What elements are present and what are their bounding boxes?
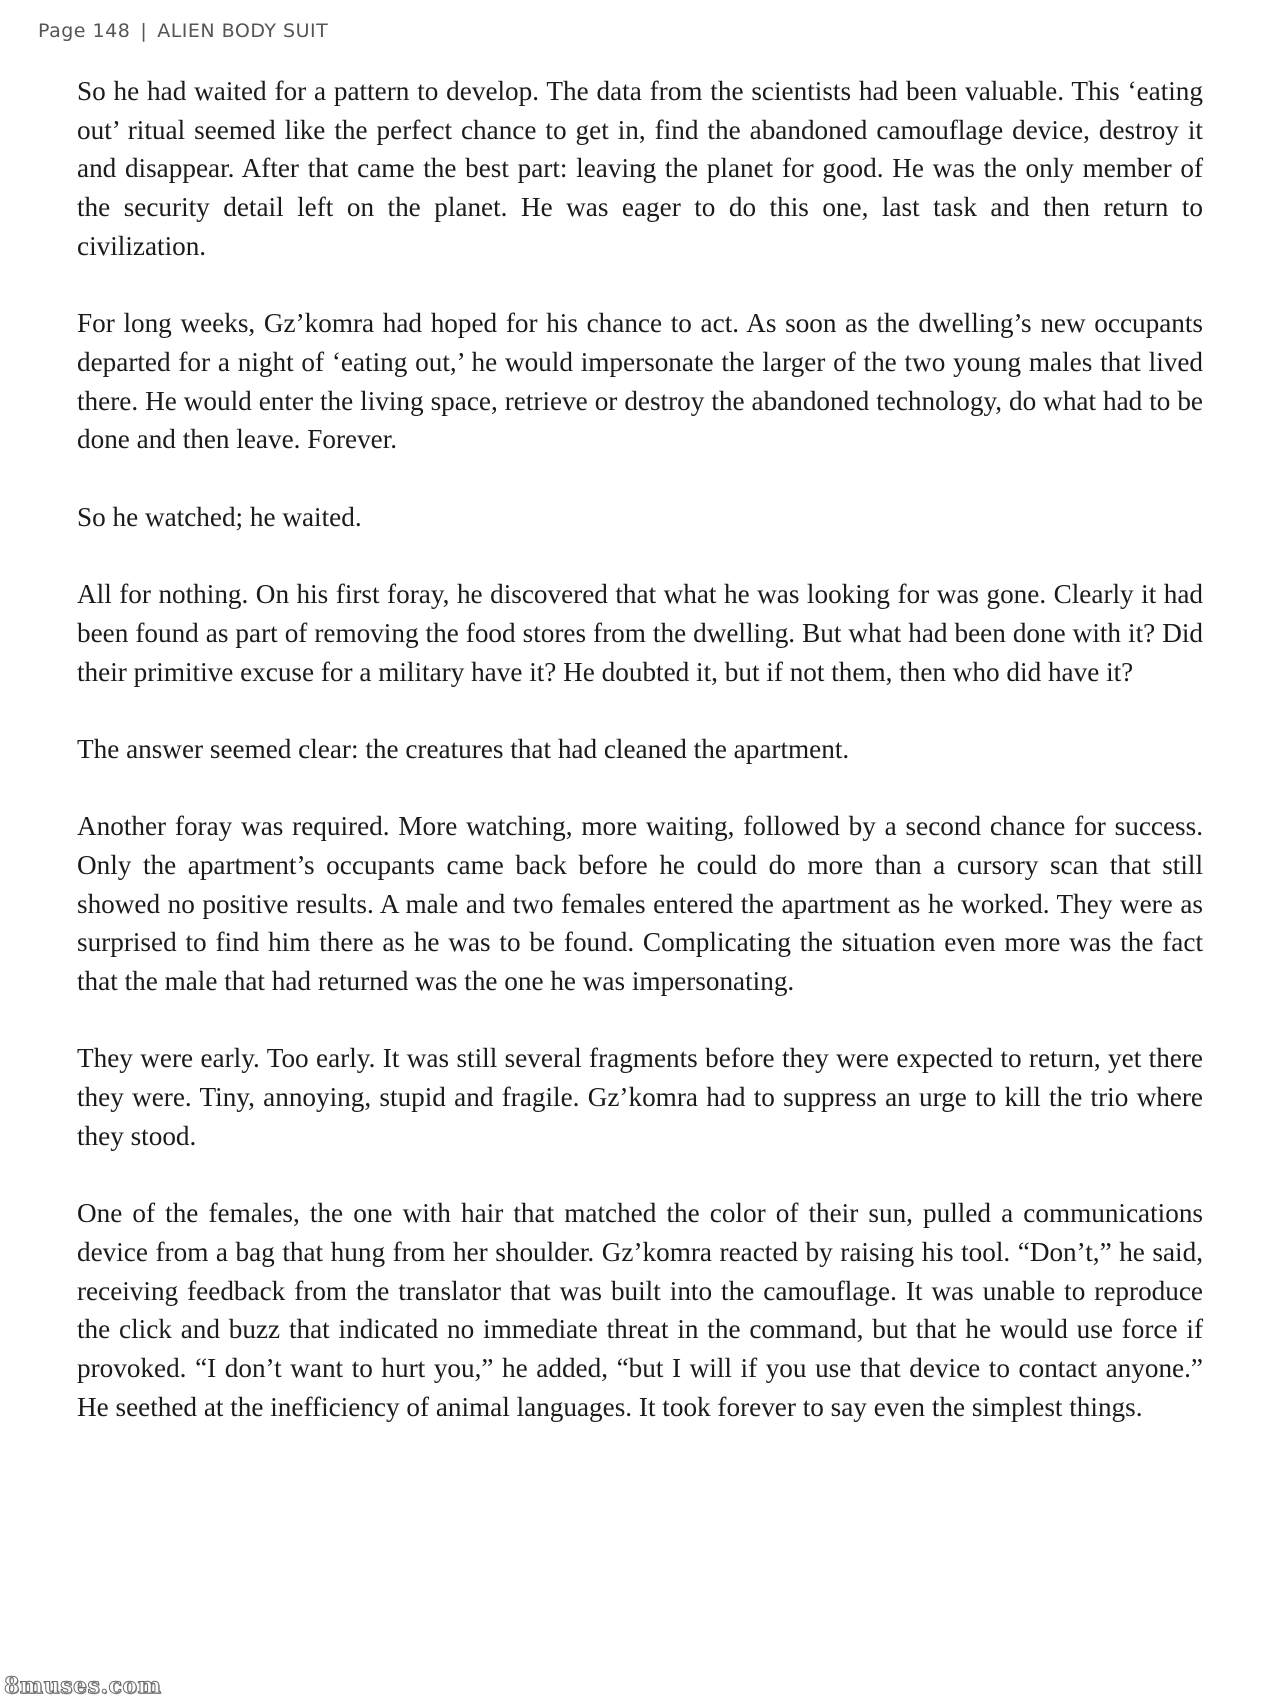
paragraph: All for nothing. On his first foray, he discovered that what he was looking for was gone. Clearly it had been found as part of removing the food stores from the dwelling. But what had been done with it? Did their primitive excuse for a military have it? He doubted it, but if not them, then who did have it? — [77, 579, 1203, 687]
paragraph: So he watched; he waited. — [77, 501, 362, 532]
paragraph: They were early. Too early. It was still several fragments before they were expected to return, yet there they were. Tiny, annoying, stupid and fragile. Gz’komra had to suppress an urge to kill the trio where they stood. — [77, 1043, 1203, 1151]
header-separator: | — [140, 20, 148, 42]
paragraph: One of the females, the one with hair that matched the color of their sun, pulled a communications device from a bag that hung from her shoulder. Gz’komra reacted by raising his tool. “Don’t,” he said, receiving feedback from the translator that was built into the camouflage. It was unable to reproduce the click and buzz that indicated no immediate threat in the command, but that he would use force if provoked. “I don’t want to hurt you,” he added, “but I will if you use that device to contact anyone.” He seethed at the inefficiency of animal languages. It took forever to say even the simplest things. — [77, 1198, 1203, 1422]
running-header — [38, 20, 328, 42]
page-number: Page 148 — [38, 20, 131, 42]
site-watermark: 8muses.com — [4, 1673, 162, 1699]
paragraph: The answer seemed clear: the creatures that had cleaned the apartment. — [77, 733, 850, 764]
paragraph: Another foray was required. More watching, more waiting, followed by a second chance for success. Only the apartment’s occupants came back before he could do more than a cursory scan that still showed no positive results. A male and two females entered the apartment as he worked. They were as surprised to find him there as he was to be found. Complicating the situation even more was the fact that the male that had returned was the one he was impersonating. — [77, 811, 1203, 997]
book-title: ALIEN BODY SUIT — [157, 20, 329, 42]
paragraph: For long weeks, Gz’komra had hoped for his chance to act. As soon as the dwelling’s new occupants departed for a night of ‘eating out,’ he would impersonate the larger of the two young males that lived there. He would enter the living space, retrieve or destroy the abandoned technology, do what had to be done and then leave. Forever. — [77, 308, 1203, 455]
page-body — [77, 72, 1203, 1465]
paragraph: So he had waited for a pattern to develop. The data from the scientists had been valuable. This ‘eating out’ ritual seemed like the perfect chance to get in, find the abandoned camouflage device, destroy it and disappear. After that came the best part: leaving the planet for good. He was the only member of the security detail left on the planet. He was eager to do this one, last task and then return to civilization. — [77, 76, 1203, 261]
